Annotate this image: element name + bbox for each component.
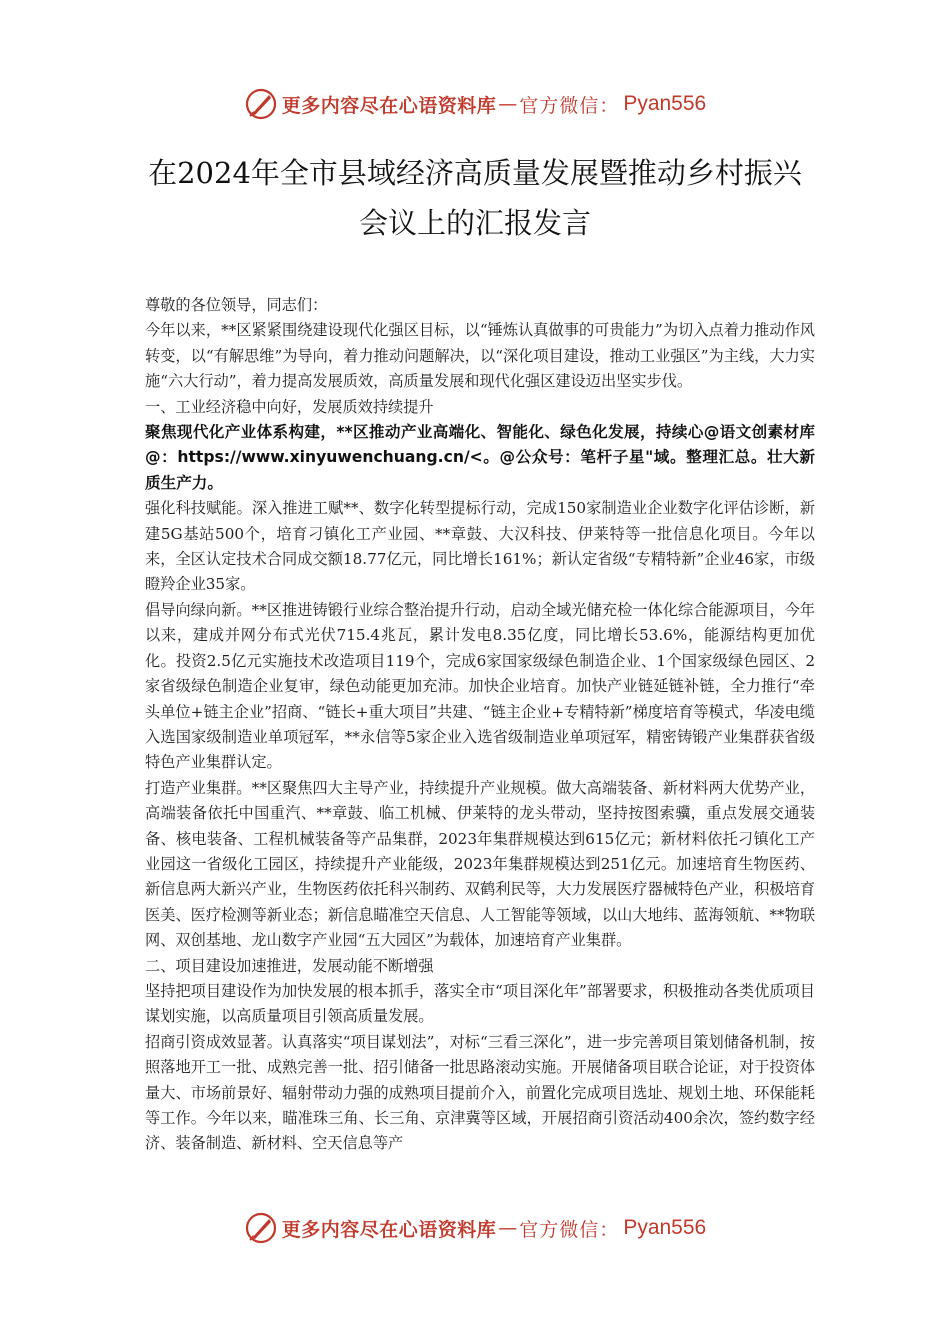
section-heading-2: 二、项目建设加速推进，发展动能不断增强: [145, 956, 434, 975]
paragraph-intro: 今年以来，**区紧紧围绕建设现代化强区目标，以“锤炼认真做事的可贵能力”为切入点着力推动作风转变，以“有解思维”为导向，着力推动问题解决，以“深化项目建设，推动工业强区”为主线，大力实施“六大行动”，着力提高发展质效，高质量发展和现代化强区建设迈出坚实步伐。: [145, 321, 815, 391]
watermark-text: 更多内容尽在心语资料库: [281, 1218, 497, 1241]
watermark-banner-top: [0, 82, 950, 126]
watermark-dash: —: [498, 1217, 518, 1239]
watermark-dash: —: [498, 93, 518, 115]
document-title: [90, 148, 860, 248]
watermark-banner-bottom: [0, 1206, 950, 1250]
watermark-text: 更多内容尽在心语资料库: [281, 94, 497, 117]
paragraph-projects: 坚持把项目建设作为加快发展的根本抓手，落实全市“项目深化年”部署要求，积极推动各类优质项目谋划实施，以高质量项目引领高质量发展。: [145, 981, 815, 1026]
paragraph-tech: 强化科技赋能。深入推进工赋**、数字化转型提标行动，完成150家制造业企业数字化评估诊断，新建5G基站500个，培育刁镇化工产业园、**章鼓、大汉科技、伊莱特等一批信息化项目。今年以来，全区认定技术合同成交额18.77亿元，同比增长161%；新认定省级“专精特新”企业46家，市级瞪羚企业35家。: [145, 499, 815, 594]
watermark-wechat-label: 官方微信：: [519, 94, 620, 117]
paragraph-green: 倡导向绿向新。**区推进铸锻行业综合整治提升行动，启动全域光储充检一体化综合能源项目，今年以来，建成并网分布式光伏715.4兆瓦，累计发电8.35亿度，同比增长53.6%，能源结构更加优化。投资2.5亿元实施技术改造项目119个，完成6家国家级绿色制造企业、1个国家级绿色园区、2家省级绿色制造企业复审，绿色动能更加充沛。加快企业培育。加快产业链延链补链，全力推行“牵头单位+链主企业”招商、“链长+重大项目”共建、“链主企业+专精特新”梯度培育等模式，华凌电缆入选国家级制造业单项冠军，**永信等5家企业入选省级制造业单项冠军，精密铸锻产业集群获省级特色产业集群认定。: [145, 600, 815, 772]
paragraph-cluster: 打造产业集群。**区聚焦四大主导产业，持续提升产业规模。做大高端装备、新材料两大优势产业，高端装备依托中国重汽、**章鼓、临工机械、伊莱特的龙头带动，坚持按图索骥，重点发展交通装备、核电装备、工程机械装备等产品集群，2023年集群规模达到615亿元；新材料依托刁镇化工产业园这一省级化工园区，持续提升产业能级，2023年集群规模达到251亿元。加速培育生物医药、新信息两大新兴产业，生物医药依托科兴制药、双鹤利民等，大力发展医疗器械特色产业，积极培育医美、医疗检测等新业态；新信息瞄准空天信息、人工智能等领域，以山大地纬、蓝海领航、**物联网、双创基地、龙山数字产业园“五大园区”为载体，加速培育产业集群。: [145, 778, 815, 950]
title-line-1: 在2024年全市县域经济高质量发展暨推动乡村振兴: [148, 156, 802, 190]
watermark-wechat-id: Pyan556: [623, 1216, 707, 1239]
quill-logo-icon: [244, 1211, 278, 1245]
quill-logo-icon: [244, 87, 278, 121]
document-body: [145, 293, 815, 1157]
watermark-wechat-label: 官方微信：: [519, 1218, 620, 1241]
watermark-wechat-id: Pyan556: [623, 92, 707, 115]
paragraph-investment: 招商引资成效显著。认真落实“项目谋划法”，对标“三看三深化”，进一步完善项目策划储备机制，按照落地开工一批、成熟完善一批、招引储备一批思路滚动实施。开展储备项目联合论证，对于投资体量大、市场前景好、辐射带动力强的成熟项目提前介入，前置化完成项目选址、规划土地、环保能耗等工作。今年以来，瞄准珠三角、长三角、京津冀等区域，开展招商引资活动400余次，签约数字经济、装备制造、新材料、空天信息等产: [145, 1032, 815, 1153]
title-line-2: 会议上的汇报发言: [358, 206, 591, 240]
salutation: 尊敬的各位领导，同志们：: [145, 296, 328, 314]
section-heading-1: 一、工业经济稳中向好，发展质效持续提升: [145, 397, 434, 416]
paragraph-bold-promo: 聚焦现代化产业体系构建，**区推动产业高端化、智能化、绿色化发展，持续心@语文创素材库@：https://www.xinyuwenchuang.cn/<。@公众号：笔杆子星"域。整理汇总。壮大新质生产力。: [145, 423, 815, 492]
